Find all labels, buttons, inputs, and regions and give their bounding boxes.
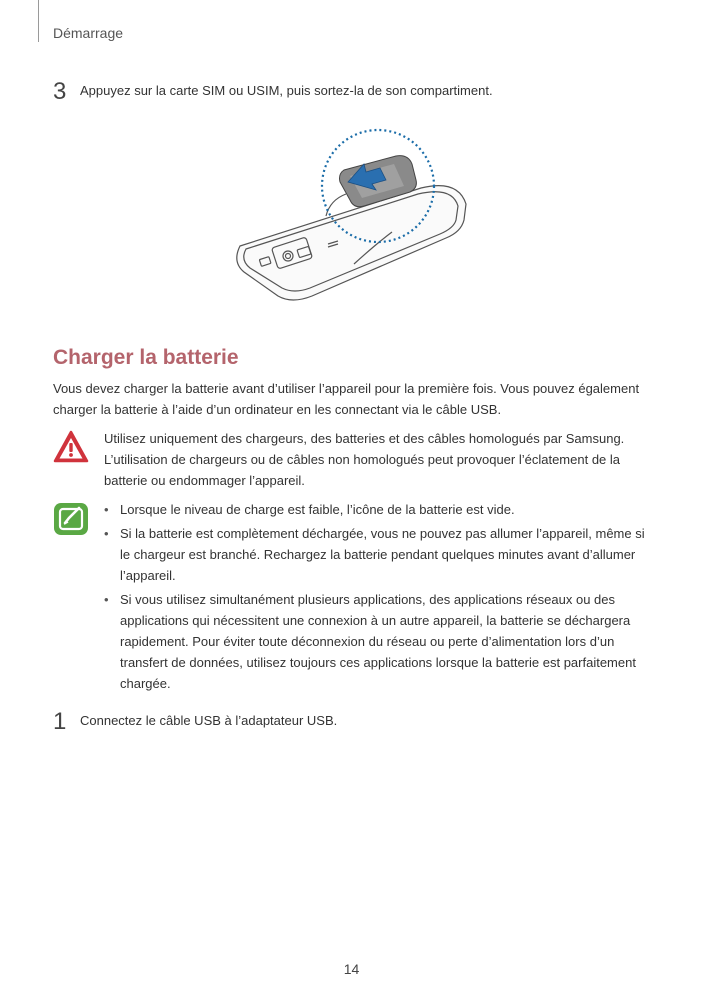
intro-paragraph: Vous devez charger la batterie avant d’utiliser l’appareil pour la première fois. Vous pouvez également charger la batterie à l’aide d’un ordinateur en les connectant via le câble USB. [53,381,640,417]
warning-icon [53,430,89,464]
step-number: 1 [53,708,67,735]
caution-text: Utilisez uniquement des chargeurs, des batteries et des câbles homologués par Samsung. L’utilisation de chargeurs ou de câbles non homologués peut provoquer l’éclatement de la batterie ou endommager l’appareil. [104,431,625,488]
header-divider [38,0,39,42]
sim-removal-illustration [226,124,474,314]
step-text: Appuyez sur la carte SIM ou USIM, puis sortez-la de son compartiment. [80,83,493,98]
note-item [104,499,656,520]
note-item [104,523,656,586]
section-title: Charger la batterie [53,346,239,369]
section-header: Démarrage [53,25,124,41]
bullet: • [104,526,109,541]
note-text: Si la batterie est complètement déchargée, vous ne pouvez pas allumer l’appareil, même si le chargeur est branché. Rechargez la batterie pendant quelques minutes avant d’allumer l’appareil. [120,526,645,583]
note-text: Lorsque le niveau de charge est faible, l’icône de la batterie est vide. [120,502,515,517]
step-number: 3 [53,78,67,105]
note-text: Si vous utilisez simultanément plusieurs applications, des applications réseaux ou des applications qui nécessitent une connexion à un autre appareil, la batterie se déchargera rapidement. Pour éviter toute déconnexion du réseau ou perte d’alimentation lors d’un transfert de données, utilisez toujours ces applications lorsque la batterie est parfaitement chargée. [120,592,636,691]
page-number: 14 [343,961,360,977]
step-text: Connectez le câble USB à l’adaptateur USB. [80,713,338,728]
bullet: • [104,502,109,517]
note-icon [53,502,89,536]
notes-list [104,499,656,697]
note-item [104,589,656,694]
bullet: • [104,592,109,607]
